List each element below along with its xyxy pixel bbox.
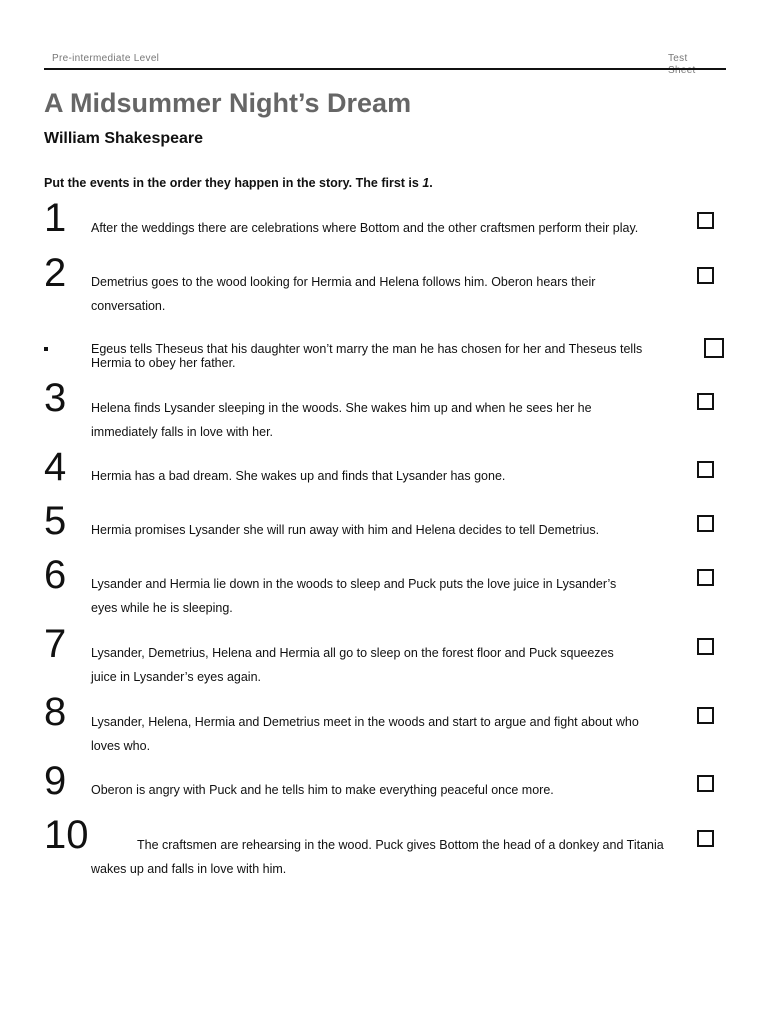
item-number: 9 bbox=[44, 759, 67, 803]
item-text: Oberon is angry with Puck and he tells him to make everything peaceful once more. bbox=[91, 783, 554, 797]
item-text: Lysander, Demetrius, Helena and Hermia all go to sleep on the forest floor and Puck squeezes juice in Lysander’s eyes again. bbox=[91, 646, 614, 684]
answer-checkbox[interactable] bbox=[697, 515, 714, 532]
answer-checkbox[interactable] bbox=[697, 707, 714, 724]
item-text: Helena finds Lysander sleeping in the woods. She wakes him up and when he sees her he immediately falls in love with her. bbox=[91, 401, 592, 439]
item-text: The craftsmen are rehearsing in the wood. Puck gives Bottom the head of a donkey and Titania wakes up and falls in love with him. bbox=[91, 838, 664, 876]
answer-checkbox[interactable] bbox=[697, 393, 714, 410]
item-number: 2 bbox=[44, 251, 67, 295]
bullet-marker bbox=[44, 347, 48, 351]
instruction-suffix: . bbox=[429, 176, 433, 190]
item-text: Demetrius goes to the wood looking for Hermia and Helena follows him. Oberon hears their conversation. bbox=[91, 275, 596, 313]
item-number: 10 bbox=[44, 813, 89, 857]
answer-checkbox[interactable] bbox=[697, 830, 714, 847]
answer-checkbox[interactable] bbox=[704, 338, 724, 358]
sheet-label: Test Sheet bbox=[668, 53, 696, 76]
instruction-prefix: Put the events in the order they happen in the story. The first is bbox=[44, 176, 423, 190]
answer-checkbox[interactable] bbox=[697, 267, 714, 284]
answer-checkbox[interactable] bbox=[697, 461, 714, 478]
item-number: 3 bbox=[44, 376, 67, 420]
item-text: Hermia promises Lysander she will run away with him and Helena decides to tell Demetrius. bbox=[91, 523, 600, 537]
item-number: 4 bbox=[44, 445, 67, 489]
answer-checkbox[interactable] bbox=[697, 569, 714, 586]
item-text: Egeus tells Theseus that his daughter won’t marry the man he has chosen for her and Theseus tells Hermia to obey her father. bbox=[91, 342, 643, 370]
author-name: William Shakespeare bbox=[44, 130, 204, 147]
instruction-text bbox=[44, 176, 433, 190]
item-number: 7 bbox=[44, 622, 67, 666]
answer-checkbox[interactable] bbox=[697, 775, 714, 792]
item-number: 6 bbox=[44, 553, 67, 597]
level-label: Pre-intermediate Level bbox=[52, 53, 160, 64]
answer-checkbox[interactable] bbox=[697, 212, 714, 229]
item-text: After the weddings there are celebrations where Bottom and the other craftsmen perform their play. bbox=[91, 221, 639, 235]
item-text: Lysander, Helena, Hermia and Demetrius meet in the woods and start to argue and fight about who loves who. bbox=[91, 715, 639, 753]
item-number: 1 bbox=[44, 196, 67, 240]
item-number: 8 bbox=[44, 690, 67, 734]
instruction-emphasis: 1 bbox=[422, 176, 430, 190]
item-text: Lysander and Hermia lie down in the woods to sleep and Puck puts the love juice in Lysander’s eyes while he is sleeping. bbox=[91, 577, 617, 615]
header-rule bbox=[44, 68, 726, 70]
item-number: 5 bbox=[44, 499, 67, 543]
page-title: A Midsummer Night’s Dream bbox=[44, 88, 412, 118]
answer-checkbox[interactable] bbox=[697, 638, 714, 655]
item-text: Hermia has a bad dream. She wakes up and finds that Lysander has gone. bbox=[91, 469, 506, 483]
